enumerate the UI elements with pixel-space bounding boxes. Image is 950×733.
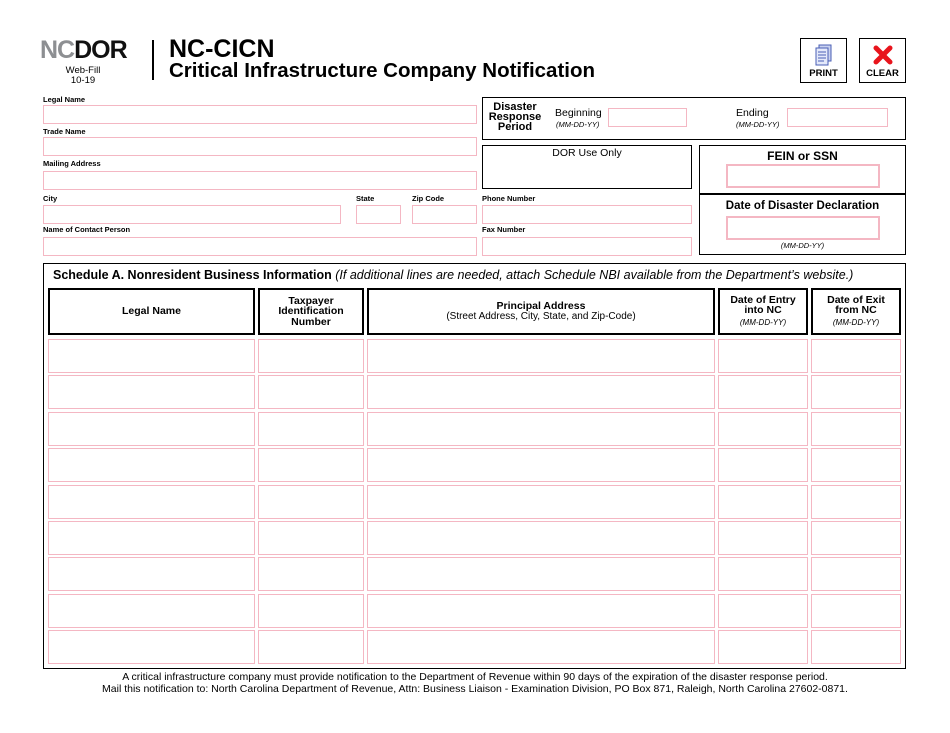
col-entry-line1: Date of Entry: [730, 293, 796, 306]
row-2-tin-input[interactable]: [258, 375, 364, 409]
row-3-principal-address-input[interactable]: [367, 412, 715, 446]
zip-code-label: Zip Code: [412, 194, 445, 203]
web-fill-label: Web-Fill: [65, 65, 101, 76]
ending-date-format: (MM-DD-YY): [736, 120, 780, 129]
ending-date-input[interactable]: [787, 108, 888, 127]
row-6-tin-input[interactable]: [258, 521, 364, 555]
row-1-date-entry-input[interactable]: [718, 339, 808, 373]
contact-person-input[interactable]: [43, 237, 477, 256]
row-2-date-exit-input[interactable]: [811, 375, 901, 409]
fax-number-label: Fax Number: [482, 225, 526, 234]
row-4-legal-name-input[interactable]: [48, 448, 255, 482]
clear-x-icon: [872, 44, 894, 66]
row-9-legal-name-input[interactable]: [48, 630, 255, 664]
schedule-a-title: [53, 268, 853, 282]
state-label: State: [356, 194, 375, 203]
col-header-principal-address: [367, 288, 715, 335]
ncdor-logo: [40, 38, 127, 63]
phone-number-input[interactable]: [482, 205, 692, 224]
col-entry-date-format: (MM-DD-YY): [739, 317, 787, 327]
row-6-legal-name-input[interactable]: [48, 521, 255, 555]
print-icon: [814, 44, 834, 68]
row-4-date-entry-input[interactable]: [718, 448, 808, 482]
row-1-tin-input[interactable]: [258, 339, 364, 373]
col-header-date-entry: [718, 288, 808, 335]
row-3-tin-input[interactable]: [258, 412, 364, 446]
row-5-legal-name-input[interactable]: [48, 485, 255, 519]
row-1-date-exit-input[interactable]: [811, 339, 901, 373]
contact-person-label: Name of Contact Person: [43, 225, 131, 234]
row-5-date-entry-input[interactable]: [718, 485, 808, 519]
row-5-principal-address-input[interactable]: [367, 485, 715, 519]
col-tin-line2: Identification: [278, 305, 344, 318]
dor-use-only-label: DOR Use Only: [552, 147, 622, 159]
dor-use-only-box: [482, 145, 692, 189]
city-input[interactable]: [43, 205, 341, 224]
row-2-principal-address-input[interactable]: [367, 375, 715, 409]
clear-button[interactable]: [859, 38, 906, 83]
header-divider: [152, 40, 154, 80]
drp-title-line3: Period: [497, 121, 533, 133]
beginning-label: Beginning: [555, 107, 602, 119]
row-9-date-entry-input[interactable]: [718, 630, 808, 664]
ending-label: Ending: [736, 107, 769, 119]
fein-ssn-label: FEIN or SSN: [767, 149, 838, 163]
footer-line-2: Mail this notification to: North Carolina Department of Revenue, Attn: Business Liaison - Examination Division, PO Box 871, Raleigh, North Carolina 27602-0871.: [102, 683, 848, 695]
logo-nc: NC: [40, 36, 75, 64]
row-5-date-exit-input[interactable]: [811, 485, 901, 519]
row-1-legal-name-input[interactable]: [48, 339, 255, 373]
row-9-tin-input[interactable]: [258, 630, 364, 664]
row-4-tin-input[interactable]: [258, 448, 364, 482]
state-input[interactable]: [356, 205, 401, 224]
row-2-legal-name-input[interactable]: [48, 375, 255, 409]
trade-name-label: Trade Name: [43, 127, 86, 136]
disaster-response-period-title: [488, 102, 542, 132]
row-5-tin-input[interactable]: [258, 485, 364, 519]
disaster-declaration-date-input[interactable]: [726, 216, 880, 240]
print-button[interactable]: [800, 38, 847, 83]
fax-number-input[interactable]: [482, 237, 692, 256]
col-legal-name-label: Legal Name: [122, 305, 181, 318]
mailing-address-label: Mailing Address: [43, 159, 101, 168]
row-6-date-exit-input[interactable]: [811, 521, 901, 555]
row-7-tin-input[interactable]: [258, 557, 364, 591]
col-tin-line3: Number: [291, 315, 331, 328]
disaster-declaration-label: Date of Disaster Declaration: [725, 200, 880, 212]
clear-label: CLEAR: [866, 68, 899, 79]
phone-number-label: Phone Number: [482, 194, 536, 203]
web-fill-version: [58, 66, 108, 86]
legal-name-label: Legal Name: [43, 95, 86, 104]
fein-ssn-input[interactable]: [726, 164, 880, 188]
drp-title-line2: Response: [488, 111, 542, 123]
version-label: 10-19: [70, 75, 96, 86]
trade-name-input[interactable]: [43, 137, 477, 156]
row-8-date-exit-input[interactable]: [811, 594, 901, 628]
col-exit-line1: Date of Exit: [827, 293, 885, 306]
col-tin-line1: Taxpayer: [288, 294, 334, 307]
col-header-date-exit: [811, 288, 901, 335]
row-1-principal-address-input[interactable]: [367, 339, 715, 373]
row-9-principal-address-input[interactable]: [367, 630, 715, 664]
row-8-date-entry-input[interactable]: [718, 594, 808, 628]
row-9-date-exit-input[interactable]: [811, 630, 901, 664]
col-exit-line2: from NC: [835, 304, 877, 317]
row-4-principal-address-input[interactable]: [367, 448, 715, 482]
row-6-principal-address-input[interactable]: [367, 521, 715, 555]
logo-dor: DOR: [74, 36, 127, 64]
print-label: PRINT: [809, 68, 838, 79]
schedule-a-title-bold: Schedule A. Nonresident Business Information: [53, 268, 332, 282]
col-address-sub: (Street Address, City, State, and Zip-Code): [446, 310, 636, 322]
col-address-title: Principal Address: [496, 300, 586, 312]
row-3-date-exit-input[interactable]: [811, 412, 901, 446]
row-8-legal-name-input[interactable]: [48, 594, 255, 628]
drp-title-line1: Disaster: [493, 101, 537, 113]
city-label: City: [43, 194, 58, 203]
row-2-date-entry-input[interactable]: [718, 375, 808, 409]
form-id: NC-CICN: [169, 35, 275, 63]
col-header-legal-name: [48, 288, 255, 335]
row-8-tin-input[interactable]: [258, 594, 364, 628]
beginning-date-format: (MM-DD-YY): [556, 120, 600, 129]
row-3-date-entry-input[interactable]: [718, 412, 808, 446]
beginning-date-input[interactable]: [608, 108, 687, 127]
legal-name-input[interactable]: [43, 105, 477, 124]
row-6-date-entry-input[interactable]: [718, 521, 808, 555]
row-7-date-entry-input[interactable]: [718, 557, 808, 591]
row-3-legal-name-input[interactable]: [48, 412, 255, 446]
disaster-declaration-date-format: (MM-DD-YY): [780, 241, 825, 250]
mailing-address-input[interactable]: [43, 171, 477, 190]
col-entry-line2: into NC: [744, 304, 782, 317]
zip-code-input[interactable]: [412, 205, 477, 224]
row-7-date-exit-input[interactable]: [811, 557, 901, 591]
schedule-a-title-note: (If additional lines are needed, attach Schedule NBI available from the Department’s website.): [335, 268, 854, 282]
form-title: Critical Infrastructure Company Notification: [169, 59, 596, 82]
row-7-principal-address-input[interactable]: [367, 557, 715, 591]
row-8-principal-address-input[interactable]: [367, 594, 715, 628]
row-7-legal-name-input[interactable]: [48, 557, 255, 591]
row-4-date-exit-input[interactable]: [811, 448, 901, 482]
col-header-tin: [258, 288, 364, 335]
col-exit-date-format: (MM-DD-YY): [832, 317, 880, 327]
footer-line-1: A critical infrastructure company must provide notification to the Department of Revenue within 90 days of the expiration of the disaster response period.: [122, 671, 828, 683]
